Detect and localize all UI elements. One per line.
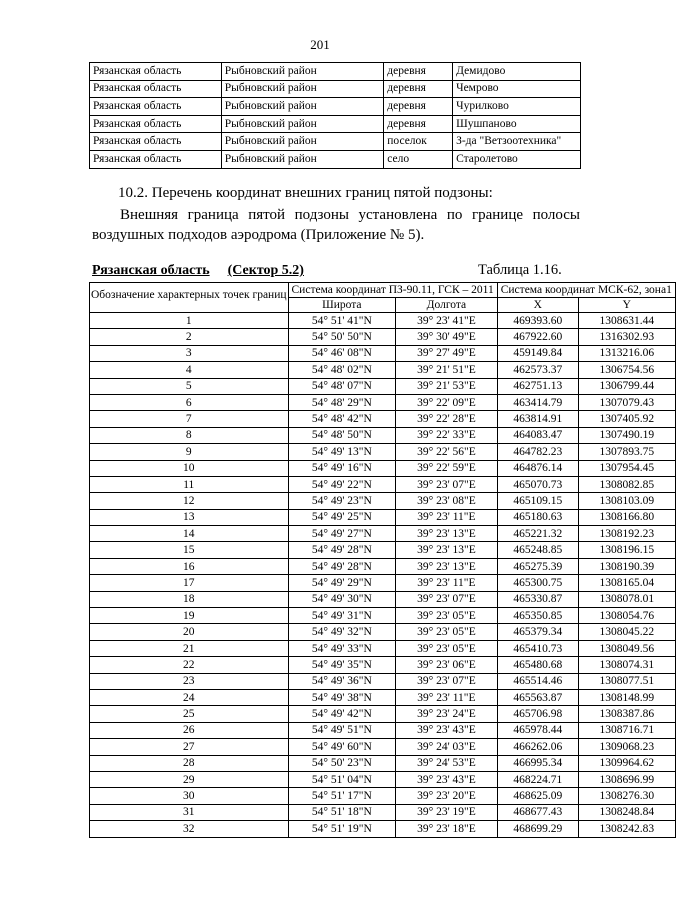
x-cell: 465706.98 xyxy=(497,706,578,722)
table-row xyxy=(90,575,676,591)
y-cell: 1308049.56 xyxy=(578,640,675,656)
y-cell: 1308276.30 xyxy=(578,788,675,804)
longitude-cell: 39° 30' 49"E xyxy=(396,329,498,345)
settlement-type-cell: деревня xyxy=(384,98,453,116)
table-row xyxy=(90,739,676,755)
table-row xyxy=(90,624,676,640)
x-cell: 459149.84 xyxy=(497,345,578,361)
longitude-cell: 39° 27' 49"E xyxy=(396,345,498,361)
longitude-cell: 39° 22' 28"E xyxy=(396,411,498,427)
point-number-cell: 1 xyxy=(90,313,289,329)
table-row xyxy=(90,476,676,492)
y-cell: 1308716.71 xyxy=(578,722,675,738)
x-cell: 465978.44 xyxy=(497,722,578,738)
latitude-cell: 54° 48' 07"N xyxy=(288,378,396,394)
y-cell: 1307490.19 xyxy=(578,427,675,443)
settlement-name-cell: Чемрово xyxy=(453,80,581,98)
point-number-cell: 12 xyxy=(90,493,289,509)
y-cell: 1308082.85 xyxy=(578,476,675,492)
latitude-cell: 54° 48' 02"N xyxy=(288,362,396,378)
x-cell: 465221.32 xyxy=(497,526,578,542)
longitude-cell: 39° 21' 53"E xyxy=(396,378,498,394)
point-number-cell: 4 xyxy=(90,362,289,378)
district-cell: Рыбновский район xyxy=(221,150,384,168)
y-cell: 1306754.56 xyxy=(578,362,675,378)
longitude-cell: 39° 23' 08"E xyxy=(396,493,498,509)
longitude-cell: 39° 24' 53"E xyxy=(396,755,498,771)
point-number-cell: 17 xyxy=(90,575,289,591)
x-cell: 462573.37 xyxy=(497,362,578,378)
table-row xyxy=(90,804,676,820)
longitude-cell: 39° 23' 24"E xyxy=(396,706,498,722)
latitude-cell: 54° 51' 04"N xyxy=(288,771,396,787)
table-row xyxy=(90,63,581,81)
longitude-cell: 39° 23' 41"E xyxy=(396,313,498,329)
point-number-cell: 9 xyxy=(90,444,289,460)
y-cell: 1307079.43 xyxy=(578,394,675,410)
settlement-name-cell: Старолетово xyxy=(453,150,581,168)
x-cell: 468677.43 xyxy=(497,804,578,820)
x-cell: 465410.73 xyxy=(497,640,578,656)
latitude-cell: 54° 46' 08"N xyxy=(288,345,396,361)
point-number-cell: 30 xyxy=(90,788,289,804)
table-row xyxy=(90,542,676,558)
table-row xyxy=(90,460,676,476)
section-heading: 10.2. Перечень координат внешних границ пятой подзоны: xyxy=(118,185,493,201)
latitude-cell: 54° 48' 50"N xyxy=(288,427,396,443)
latitude-cell: 54° 49' 31"N xyxy=(288,608,396,624)
table-row xyxy=(90,706,676,722)
x-cell: 465330.87 xyxy=(497,591,578,607)
latitude-cell: 54° 49' 51"N xyxy=(288,722,396,738)
table-row xyxy=(90,591,676,607)
latitude-cell: 54° 49' 29"N xyxy=(288,575,396,591)
table-row xyxy=(90,80,581,98)
y-cell: 1309068.23 xyxy=(578,739,675,755)
table-row xyxy=(90,98,581,116)
x-cell: 465300.75 xyxy=(497,575,578,591)
x-cell: 465180.63 xyxy=(497,509,578,525)
district-cell: Рыбновский район xyxy=(221,115,384,133)
x-cell: 464876.14 xyxy=(497,460,578,476)
settlements-table xyxy=(89,62,581,169)
latitude-cell: 54° 49' 36"N xyxy=(288,673,396,689)
sector-name: (Сектор 5.2) xyxy=(227,263,304,278)
x-cell: 462751.13 xyxy=(497,378,578,394)
longitude-cell: 39° 23' 07"E xyxy=(396,476,498,492)
region-name: Рязанская область xyxy=(92,263,210,278)
y-cell: 1316302.93 xyxy=(578,329,675,345)
district-cell: Рыбновский район xyxy=(221,133,384,151)
settlement-type-cell: поселок xyxy=(384,133,453,151)
settlement-type-cell: деревня xyxy=(384,80,453,98)
point-number-cell: 10 xyxy=(90,460,289,476)
latitude-cell: 54° 49' 28"N xyxy=(288,542,396,558)
settlement-name-cell: Чурилково xyxy=(453,98,581,116)
table-row xyxy=(90,722,676,738)
table-row xyxy=(90,526,676,542)
point-number-cell: 18 xyxy=(90,591,289,607)
y-cell: 1308242.83 xyxy=(578,821,675,837)
point-number-cell: 25 xyxy=(90,706,289,722)
x-cell: 466262.06 xyxy=(497,739,578,755)
region-cell: Рязанская область xyxy=(90,98,222,116)
region-cell: Рязанская область xyxy=(90,63,222,81)
x-cell: 469393.60 xyxy=(497,313,578,329)
longitude-cell: 39° 23' 05"E xyxy=(396,640,498,656)
x-cell: 465563.87 xyxy=(497,689,578,705)
latitude-cell: 54° 49' 42"N xyxy=(288,706,396,722)
latitude-cell: 54° 49' 33"N xyxy=(288,640,396,656)
point-number-cell: 11 xyxy=(90,476,289,492)
longitude-cell: 39° 22' 33"E xyxy=(396,427,498,443)
longitude-cell: 39° 22' 59"E xyxy=(396,460,498,476)
latitude-cell: 54° 49' 38"N xyxy=(288,689,396,705)
longitude-cell: 39° 23' 07"E xyxy=(396,673,498,689)
header-latitude: Широта xyxy=(288,298,396,313)
latitude-cell: 54° 48' 42"N xyxy=(288,411,396,427)
settlement-name-cell: Шушпаново xyxy=(453,115,581,133)
settlement-type-cell: село xyxy=(384,150,453,168)
header-y: Y xyxy=(578,298,675,313)
point-number-cell: 14 xyxy=(90,526,289,542)
table-row xyxy=(90,378,676,394)
point-number-cell: 15 xyxy=(90,542,289,558)
coordinates-table xyxy=(89,282,676,838)
table-row xyxy=(90,362,676,378)
region-cell: Рязанская область xyxy=(90,150,222,168)
point-number-cell: 22 xyxy=(90,657,289,673)
x-cell: 464083.47 xyxy=(497,427,578,443)
region-cell: Рязанская область xyxy=(90,115,222,133)
table-row xyxy=(90,150,581,168)
settlement-type-cell: деревня xyxy=(384,115,453,133)
table-row xyxy=(90,493,676,509)
settlement-type-cell: деревня xyxy=(384,63,453,81)
x-cell: 468625.09 xyxy=(497,788,578,804)
longitude-cell: 39° 23' 20"E xyxy=(396,788,498,804)
x-cell: 465248.85 xyxy=(497,542,578,558)
longitude-cell: 39° 23' 19"E xyxy=(396,804,498,820)
latitude-cell: 54° 49' 22"N xyxy=(288,476,396,492)
page-number: 201 xyxy=(310,37,330,52)
header-x: X xyxy=(497,298,578,313)
y-cell: 1308190.39 xyxy=(578,558,675,574)
point-number-cell: 32 xyxy=(90,821,289,837)
x-cell: 465480.68 xyxy=(497,657,578,673)
x-cell: 465350.85 xyxy=(497,608,578,624)
table-row xyxy=(90,558,676,574)
longitude-cell: 39° 23' 13"E xyxy=(396,542,498,558)
y-cell: 1308054.76 xyxy=(578,608,675,624)
table-row xyxy=(90,444,676,460)
longitude-cell: 39° 23' 11"E xyxy=(396,509,498,525)
table-row xyxy=(90,313,676,329)
latitude-cell: 54° 48' 29"N xyxy=(288,394,396,410)
point-number-cell: 23 xyxy=(90,673,289,689)
latitude-cell: 54° 49' 23"N xyxy=(288,493,396,509)
table-row xyxy=(90,673,676,689)
region-cell: Рязанская область xyxy=(90,80,222,98)
table-row xyxy=(90,509,676,525)
y-cell: 1308074.31 xyxy=(578,657,675,673)
latitude-cell: 54° 51' 17"N xyxy=(288,788,396,804)
x-cell: 465109.15 xyxy=(497,493,578,509)
x-cell: 463414.79 xyxy=(497,394,578,410)
latitude-cell: 54° 49' 30"N xyxy=(288,591,396,607)
district-cell: Рыбновский район xyxy=(221,63,384,81)
longitude-cell: 39° 22' 09"E xyxy=(396,394,498,410)
y-cell: 1307954.45 xyxy=(578,460,675,476)
y-cell: 1308077.51 xyxy=(578,673,675,689)
y-cell: 1309964.62 xyxy=(578,755,675,771)
x-cell: 465275.39 xyxy=(497,558,578,574)
latitude-cell: 54° 49' 13"N xyxy=(288,444,396,460)
table-row xyxy=(90,608,676,624)
longitude-cell: 39° 23' 05"E xyxy=(396,608,498,624)
latitude-cell: 54° 49' 35"N xyxy=(288,657,396,673)
table-row xyxy=(90,133,581,151)
table-label: Таблица 1.16. xyxy=(478,262,562,278)
latitude-cell: 54° 50' 23"N xyxy=(288,755,396,771)
point-number-cell: 13 xyxy=(90,509,289,525)
y-cell: 1308165.04 xyxy=(578,575,675,591)
longitude-cell: 39° 23' 13"E xyxy=(396,558,498,574)
y-cell: 1308387.86 xyxy=(578,706,675,722)
x-cell: 464782.23 xyxy=(497,444,578,460)
longitude-cell: 39° 24' 03"E xyxy=(396,739,498,755)
x-cell: 465514.46 xyxy=(497,673,578,689)
x-cell: 467922.60 xyxy=(497,329,578,345)
district-cell: Рыбновский район xyxy=(221,80,384,98)
table-row xyxy=(90,427,676,443)
header-pz-system: Система координат ПЗ-90.11, ГСК – 2011 xyxy=(288,283,497,298)
latitude-cell: 54° 49' 32"N xyxy=(288,624,396,640)
table-row xyxy=(90,394,676,410)
y-cell: 1308248.84 xyxy=(578,804,675,820)
longitude-cell: 39° 23' 06"E xyxy=(396,657,498,673)
latitude-cell: 54° 49' 60"N xyxy=(288,739,396,755)
table-row xyxy=(90,689,676,705)
point-number-cell: 28 xyxy=(90,755,289,771)
latitude-cell: 54° 51' 41"N xyxy=(288,313,396,329)
table-row xyxy=(90,657,676,673)
y-cell: 1308196.15 xyxy=(578,542,675,558)
y-cell: 1306799.44 xyxy=(578,378,675,394)
header-point-designation: Обозначение характерных точек границ xyxy=(90,283,289,313)
table-row xyxy=(90,788,676,804)
point-number-cell: 19 xyxy=(90,608,289,624)
point-number-cell: 20 xyxy=(90,624,289,640)
table-row xyxy=(90,329,676,345)
point-number-cell: 21 xyxy=(90,640,289,656)
table-row xyxy=(90,755,676,771)
x-cell: 465379.34 xyxy=(497,624,578,640)
y-cell: 1308045.22 xyxy=(578,624,675,640)
district-cell: Рыбновский район xyxy=(221,98,384,116)
longitude-cell: 39° 23' 05"E xyxy=(396,624,498,640)
x-cell: 463814.91 xyxy=(497,411,578,427)
latitude-cell: 54° 49' 16"N xyxy=(288,460,396,476)
point-number-cell: 8 xyxy=(90,427,289,443)
latitude-cell: 54° 51' 19"N xyxy=(288,821,396,837)
y-cell: 1308696.99 xyxy=(578,771,675,787)
y-cell: 1308103.09 xyxy=(578,493,675,509)
region-title xyxy=(92,263,304,279)
longitude-cell: 39° 23' 11"E xyxy=(396,575,498,591)
latitude-cell: 54° 50' 50"N xyxy=(288,329,396,345)
longitude-cell: 39° 23' 07"E xyxy=(396,591,498,607)
point-number-cell: 6 xyxy=(90,394,289,410)
y-cell: 1307893.75 xyxy=(578,444,675,460)
point-number-cell: 2 xyxy=(90,329,289,345)
table-row xyxy=(90,640,676,656)
point-number-cell: 26 xyxy=(90,722,289,738)
point-number-cell: 29 xyxy=(90,771,289,787)
latitude-cell: 54° 49' 25"N xyxy=(288,509,396,525)
settlement-name-cell: З-да "Ветзоотехника" xyxy=(453,133,581,151)
latitude-cell: 54° 51' 18"N xyxy=(288,804,396,820)
table-row xyxy=(90,771,676,787)
table-row xyxy=(90,821,676,837)
x-cell: 468224.71 xyxy=(497,771,578,787)
longitude-cell: 39° 21' 51"E xyxy=(396,362,498,378)
point-number-cell: 24 xyxy=(90,689,289,705)
y-cell: 1308166.80 xyxy=(578,509,675,525)
x-cell: 465070.73 xyxy=(497,476,578,492)
y-cell: 1313216.06 xyxy=(578,345,675,361)
table-row xyxy=(90,345,676,361)
table-row xyxy=(90,115,581,133)
longitude-cell: 39° 22' 56"E xyxy=(396,444,498,460)
y-cell: 1308192.23 xyxy=(578,526,675,542)
latitude-cell: 54° 49' 28"N xyxy=(288,558,396,574)
longitude-cell: 39° 23' 18"E xyxy=(396,821,498,837)
point-number-cell: 31 xyxy=(90,804,289,820)
region-cell: Рязанская область xyxy=(90,133,222,151)
longitude-cell: 39° 23' 11"E xyxy=(396,689,498,705)
y-cell: 1308148.99 xyxy=(578,689,675,705)
header-msk-system: Система координат МСК-62, зона1 xyxy=(497,283,675,298)
point-number-cell: 16 xyxy=(90,558,289,574)
y-cell: 1308078.01 xyxy=(578,591,675,607)
header-longitude: Долгота xyxy=(396,298,498,313)
point-number-cell: 5 xyxy=(90,378,289,394)
point-number-cell: 3 xyxy=(90,345,289,361)
longitude-cell: 39° 23' 43"E xyxy=(396,722,498,738)
y-cell: 1308631.44 xyxy=(578,313,675,329)
latitude-cell: 54° 49' 27"N xyxy=(288,526,396,542)
settlement-name-cell: Демидово xyxy=(453,63,581,81)
point-number-cell: 27 xyxy=(90,739,289,755)
longitude-cell: 39° 23' 43"E xyxy=(396,771,498,787)
section-paragraph: Внешняя граница пятой подзоны установлена по границе полосы воздушных подходов аэродрома (Приложение № 5). xyxy=(92,207,580,243)
x-cell: 468699.29 xyxy=(497,821,578,837)
table-row xyxy=(90,411,676,427)
longitude-cell: 39° 23' 13"E xyxy=(396,526,498,542)
y-cell: 1307405.92 xyxy=(578,411,675,427)
point-number-cell: 7 xyxy=(90,411,289,427)
x-cell: 466995.34 xyxy=(497,755,578,771)
